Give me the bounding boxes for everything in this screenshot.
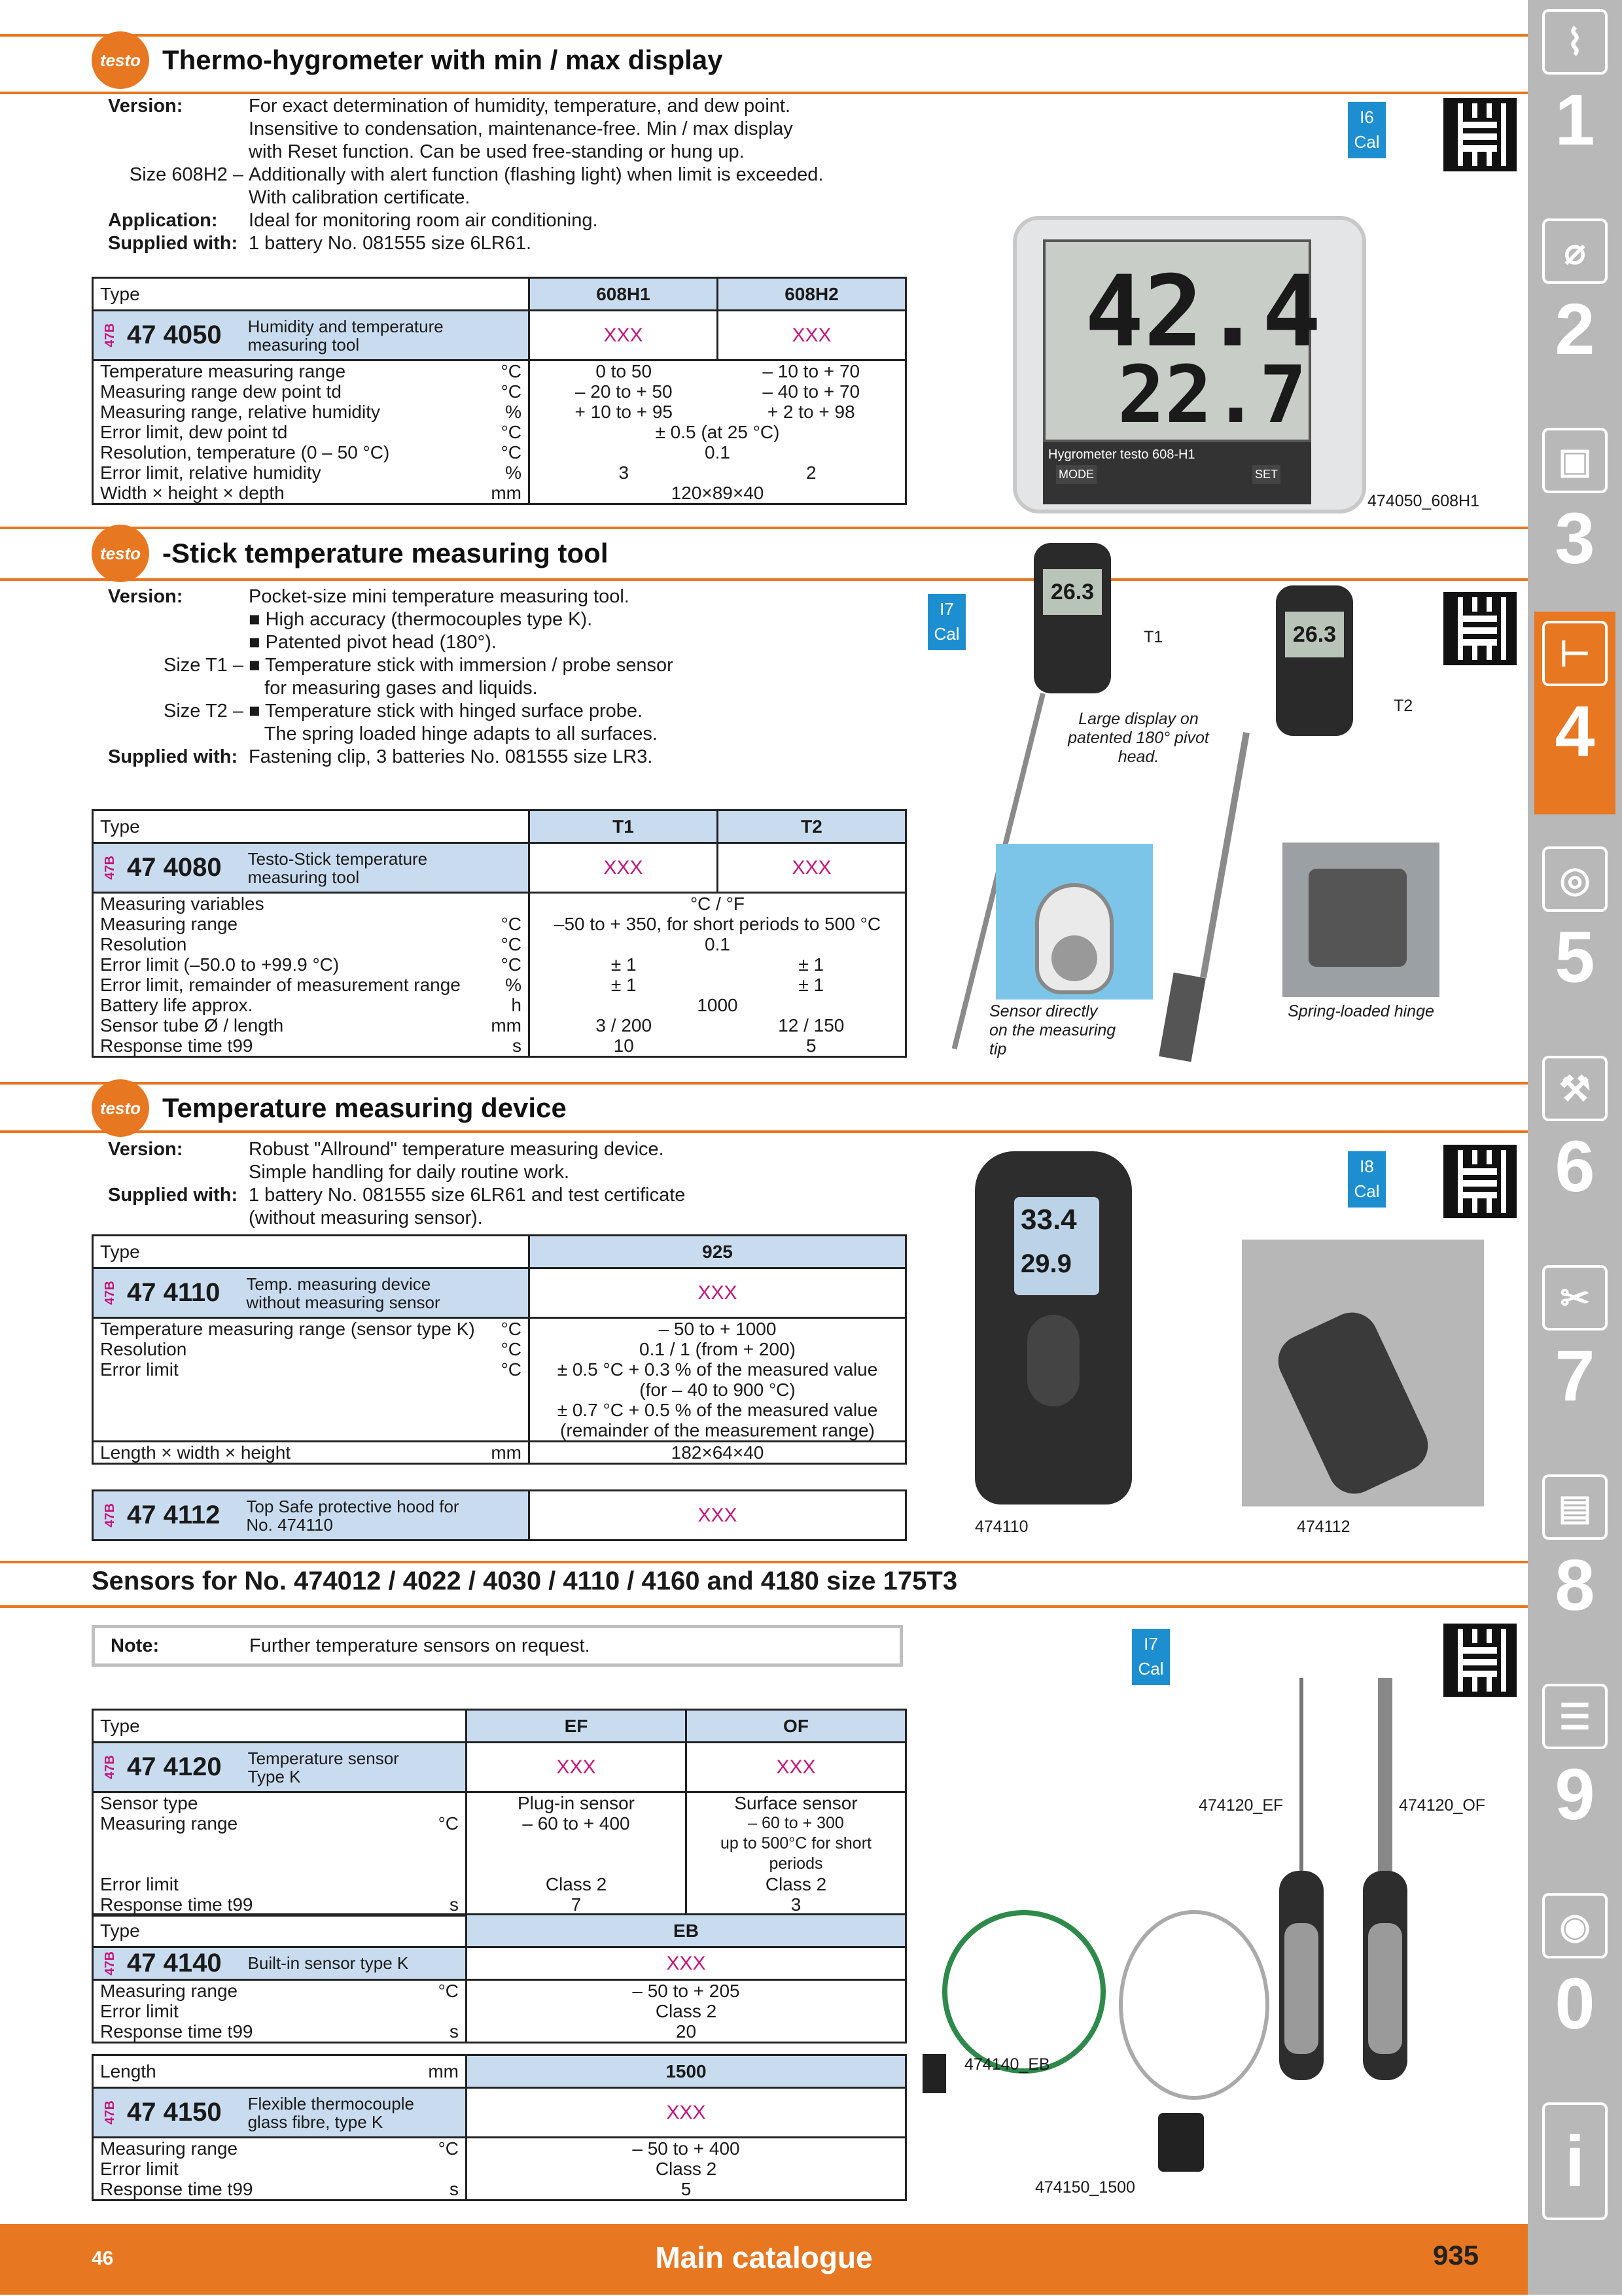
- image-caption: 474112: [1297, 1518, 1350, 1536]
- table-cell: 1000: [529, 995, 906, 1015]
- protective-hood-image: [1242, 1240, 1484, 1506]
- article-cell: 47B 47 4110 Temp. measuring device without measuring sensor: [93, 1268, 529, 1318]
- section-rule: [0, 92, 1528, 94]
- hinge-image: [1282, 843, 1439, 997]
- table-cell: Measuring variables: [100, 894, 264, 914]
- stick-t1-image: 26.3: [1034, 543, 1111, 693]
- table-cell: 1500: [467, 2055, 906, 2088]
- table-cell: Sensor type: [100, 1793, 198, 1813]
- table-cell: Temperature measuring range: [100, 361, 346, 381]
- blade-icon: ⌀: [1542, 218, 1608, 284]
- image-caption: Sensor directly on the measuring tip: [989, 1002, 1116, 1058]
- table-cell: – 10 to + 70: [762, 361, 860, 381]
- chapter-tab-1[interactable]: ⌇ 1: [1534, 0, 1615, 203]
- image-caption: Large display on patented 180° pivot head.: [1068, 710, 1209, 766]
- table-cell: 0.1: [529, 442, 906, 462]
- table-cell: Type: [93, 278, 529, 311]
- caliper-icon: ⊢: [1542, 621, 1608, 686]
- table-cell: Error limit: [100, 1874, 179, 1894]
- table-cell: + 2 to + 98: [767, 402, 855, 422]
- table-cell: °C: [501, 1359, 521, 1380]
- qr-code: [1443, 98, 1517, 171]
- probe-ef: [1299, 1678, 1303, 1874]
- table-cell: Type: [93, 1710, 467, 1743]
- table-cell: Class 2: [467, 2001, 906, 2021]
- page-number-right: 935: [1433, 2240, 1479, 2270]
- qr-code: [1443, 1624, 1517, 1697]
- chapter-tab-9[interactable]: ☰ 9: [1534, 1675, 1615, 1877]
- article-cell: 47B 47 4140 Built-in sensor type K: [93, 1947, 467, 1980]
- glass-fibre-cable: [1119, 1910, 1269, 2100]
- table-cell: Response time t99: [100, 2021, 253, 2042]
- chapter-tab-7[interactable]: ✂ 7: [1534, 1256, 1615, 1459]
- table-cell: Class 2: [467, 2159, 906, 2179]
- price-cell: XXX: [529, 1491, 906, 1540]
- table-cell: – 40 to + 70: [762, 381, 860, 402]
- image-caption: 474140_EB: [964, 2055, 1050, 2074]
- table-cell: Resolution, temperature (0 – 50 °C): [100, 442, 390, 462]
- article-cell: 47B 47 4080 Testo-Stick temperature measuring tool: [93, 843, 529, 893]
- table-cell: 925: [529, 1236, 906, 1268]
- table-cell: 608H1: [529, 278, 718, 311]
- price-cell: XXX: [718, 843, 906, 893]
- table-cell: 7: [467, 1894, 686, 1916]
- table-cell: °C: [501, 934, 521, 954]
- article-cell: 47B 47 4150 Flexible thermocouple glass fibre, type K: [93, 2088, 467, 2138]
- table-cell: °C: [501, 361, 521, 381]
- table-cell: ± 0.5 °C + 0.3 % of the measured value (for – 40 to 900 °C) ± 0.7 °C + 0.5 % of the measured value (remainder of the measurement range): [529, 1359, 906, 1442]
- table-cell: + 10 to + 95: [529, 402, 718, 422]
- product-description: Version: For exact determination of humidity, temperature, and dew point. Insensitive to condensation, maintenance-free. Min / max display with Reset function. Can be used free-standing or hung up. Size 608H2 – Additionally with alert function (flashing light) when limit is exceeded. With calibration certificate. Application: Ideal for monitoring room air conditioning. Supplied with: 1 battery No. 081555 size 6LR61.: [108, 96, 824, 254]
- section-title: Sensors for No. 474012 / 4022 / 4030 / 4110 / 4160 and 4180 size 175T3: [92, 1567, 958, 1595]
- table-cell: 0.1: [529, 934, 906, 954]
- article-cell: 47B 47 4112 Top Safe protective hood for No. 474110: [93, 1491, 529, 1540]
- qr-code: [1443, 592, 1517, 665]
- section-header: [92, 31, 723, 89]
- chapter-tab-2[interactable]: ⌀ 2: [1534, 209, 1615, 412]
- table-cell: – 50 to + 205: [467, 1980, 906, 2002]
- table-cell: Error limit (–50.0 to +99.9 °C): [100, 954, 340, 975]
- section-header: [92, 1079, 567, 1137]
- table-cell: 12 / 150: [778, 1015, 845, 1035]
- table-cell: mm: [421, 2055, 466, 2088]
- table-cell: Measuring range: [100, 914, 238, 934]
- table-cell: Sensor tube Ø / length: [100, 1015, 284, 1035]
- table-cell: – 50 to + 1000: [529, 1318, 906, 1340]
- table-cell: ± 1: [529, 954, 718, 975]
- spec-table: [92, 1489, 907, 1541]
- note-box: Note: Further temperature sensors on request.: [92, 1625, 903, 1667]
- chapter-tab-3[interactable]: ▣ 3: [1534, 419, 1615, 621]
- table-cell: Measuring range: [100, 1813, 238, 1834]
- table-cell: 0 to 50: [529, 360, 718, 382]
- image-caption: 474110: [975, 1518, 1029, 1536]
- table-cell: Class 2: [686, 1874, 906, 1894]
- table-cell: Length: [93, 2055, 422, 2088]
- drill-icon: ⌇: [1542, 9, 1608, 75]
- info-icon: i: [1542, 2102, 1608, 2220]
- chapter-tab-info[interactable]: [1534, 2093, 1615, 2296]
- price-cell: XXX: [467, 2088, 906, 2138]
- table-cell: °C: [501, 422, 521, 442]
- chuck-icon: ▣: [1542, 428, 1608, 493]
- table-cell: Length × width × height: [100, 1442, 291, 1463]
- table-cell: Resolution: [100, 1339, 187, 1359]
- table-cell: 5: [467, 2179, 906, 2200]
- table-cell: %: [505, 462, 521, 483]
- table-cell: °C: [501, 381, 521, 402]
- article-cell: 47B 47 4120 Temperature sensor Type K: [93, 1743, 467, 1792]
- table-cell: °C: [438, 1813, 459, 1834]
- table-cell: Plug-in sensor: [467, 1792, 686, 1814]
- safety-goggles-icon: ◉: [1542, 1893, 1608, 1958]
- section-rule: [0, 1605, 1528, 1608]
- table-cell: Error limit, dew point td: [100, 422, 288, 442]
- table-cell: %: [505, 402, 521, 422]
- table-cell: °C: [501, 1339, 521, 1359]
- table-cell: 0.1 / 1 (from + 200): [529, 1339, 906, 1359]
- spec-table: [92, 1913, 907, 2044]
- table-cell: 182×64×40: [529, 1442, 906, 1464]
- table-cell: Width × height × depth: [100, 483, 285, 503]
- table-cell: Surface sensor: [686, 1792, 906, 1814]
- stick-t2-image: 26.3: [1276, 585, 1353, 736]
- table-cell: – 60 to + 400: [467, 1813, 686, 1874]
- page-number-left: 46: [92, 2248, 114, 2269]
- table-cell: Response time t99: [100, 2179, 253, 2199]
- table-cell: Error limit, remainder of measurement range: [100, 975, 461, 995]
- table-cell: Measuring range, relative humidity: [100, 402, 380, 422]
- table-cell: s: [450, 2021, 459, 2042]
- calibration-badge: I7 Cal: [1132, 1629, 1170, 1685]
- table-cell: OF: [686, 1710, 906, 1743]
- saw-icon: ◎: [1542, 846, 1608, 912]
- table-cell: Response time t99: [100, 1035, 253, 1056]
- price-cell: XXX: [686, 1743, 906, 1792]
- table-cell: Type: [93, 1236, 529, 1268]
- table-cell: s: [450, 2179, 459, 2199]
- probe-tube: [1200, 732, 1250, 978]
- image-caption: 474120_EF: [1199, 1796, 1284, 1815]
- chapter-tab-6[interactable]: ⚒ 6: [1534, 1047, 1615, 1249]
- table-cell: °C: [438, 2138, 459, 2159]
- table-cell: 20: [467, 2021, 906, 2043]
- table-cell: Type: [93, 810, 529, 843]
- table-cell: T1: [529, 810, 718, 843]
- product-description: Version: Pocket-size mini temperature measuring tool. ■ High accuracy (thermocouples type K). ■ Patented pivot head (180°). Size T1 – ■ Temperature stick with immersion / probe sensor for measuring gases and liquids. Size T2 – ■ Temperature stick with hinged surface probe. The spring loaded hinge adapts to all surfaces. Supplied with: Fastening clip, 3 batteries No. 081555 size LR3.: [108, 586, 673, 767]
- image-caption: 474050_608H1: [1367, 492, 1479, 510]
- price-cell: XXX: [467, 1743, 686, 1792]
- table-cell: °C: [501, 954, 521, 975]
- table-cell: mm: [491, 483, 521, 503]
- table-cell: ± 0.5 (at 25 °C): [529, 422, 906, 442]
- section-title: Thermo-hygrometer with min / max display: [162, 44, 723, 75]
- table-cell: 3: [686, 1894, 906, 1916]
- footer-title: Main catalogue: [655, 2240, 873, 2274]
- chapter-tab-0[interactable]: ◉ 0: [1534, 1884, 1615, 2087]
- spec-table: [92, 277, 907, 505]
- table-cell: 3: [529, 462, 718, 483]
- testo-logo: testo: [92, 525, 149, 582]
- table-cell: 608H2: [718, 278, 906, 311]
- article-cell: 47B 47 4050 Humidity and temperature measuring tool: [93, 311, 529, 360]
- green-cable: [942, 1910, 1106, 2074]
- plug: [923, 2054, 946, 2093]
- table-cell: ± 1: [798, 975, 824, 995]
- price-cell: XXX: [529, 843, 718, 893]
- table-cell: Type: [93, 1915, 467, 1947]
- wrench-icon: ⚒: [1542, 1056, 1608, 1121]
- price-cell: XXX: [467, 1947, 906, 1980]
- table-cell: Measuring range: [100, 2138, 238, 2159]
- table-cell: [432, 2001, 467, 2021]
- table-cell: [432, 1792, 467, 1814]
- page-footer: [0, 2224, 1528, 2295]
- table-cell: Resolution: [100, 934, 187, 954]
- image-caption: Spring-loaded hinge: [1288, 1002, 1434, 1020]
- table-cell: EB: [467, 1915, 906, 1947]
- table-cell: Error limit, relative humidity: [100, 462, 321, 483]
- chapter-tab-4[interactable]: ⊢ 4: [1534, 612, 1615, 814]
- table-cell: °C: [438, 1981, 459, 2001]
- table-cell: 10: [529, 1035, 718, 1057]
- table-cell: Class 2: [467, 1874, 686, 1894]
- tool-case-icon: ▤: [1542, 1474, 1608, 1540]
- qr-code: [1443, 1145, 1517, 1218]
- handle-ef: [1279, 1871, 1324, 2080]
- product-description: Version: Robust "Allround" temperature measuring device. Simple handling for daily routine work. Supplied with: 1 battery No. 081555 size 6LR61 and test certificate (without measuring sensor).: [108, 1139, 686, 1228]
- table-cell: °C: [501, 1319, 521, 1339]
- table-cell: – 50 to + 400: [467, 2138, 906, 2159]
- table-cell: 2: [805, 462, 817, 483]
- table-cell: [432, 1874, 467, 1894]
- table-cell: [421, 2159, 466, 2179]
- table-cell: 120×89×40: [529, 483, 906, 504]
- plug: [1158, 2113, 1204, 2172]
- price-cell: XXX: [529, 1268, 906, 1318]
- hygrometer-image: 42.4 22.7 Hygrometer testo 608-H1 MODE SET: [1013, 216, 1366, 513]
- pliers-icon: ✂: [1542, 1265, 1608, 1331]
- section-title: Temperature measuring device: [162, 1092, 567, 1123]
- chapter-tab-8[interactable]: ▤ 8: [1534, 1465, 1615, 1668]
- section-header: [92, 525, 608, 582]
- probe-of: [1378, 1678, 1392, 1874]
- table-cell: [484, 893, 529, 914]
- table-cell: Error limit: [100, 2001, 179, 2021]
- table-cell: Temperature measuring range (sensor type K): [100, 1319, 475, 1339]
- table-cell: Response time t99: [100, 1894, 253, 1915]
- spec-table: [92, 1234, 907, 1465]
- table-cell: –50 to + 350, for short periods to 500 °C: [529, 914, 906, 934]
- table-cell: °C: [501, 442, 521, 462]
- table-cell: s: [450, 1894, 459, 1915]
- section-rule: [0, 1561, 1528, 1563]
- table-cell: Error limit: [100, 2159, 179, 2179]
- spec-table: [92, 2054, 907, 2201]
- table-cell: Measuring range: [100, 1981, 238, 2001]
- table-cell: Battery life approx.: [100, 995, 253, 1015]
- section-rule: [0, 578, 1528, 581]
- testo-logo: testo: [92, 31, 149, 89]
- table-cell: ± 1: [798, 954, 824, 975]
- table-cell: mm: [491, 1442, 521, 1463]
- table-cell: °C: [501, 914, 521, 934]
- table-cell: – 60 to + 300 up to 500°C for short periods: [686, 1813, 906, 1874]
- table-cell: mm: [491, 1015, 521, 1035]
- cabinet-icon: ☰: [1542, 1684, 1608, 1749]
- section-title: -Stick temperature measuring tool: [162, 538, 608, 568]
- price-cell: XXX: [718, 311, 906, 360]
- table-cell: s: [512, 1035, 521, 1056]
- table-cell: °C / °F: [529, 893, 906, 914]
- hinge-probe: [1159, 973, 1206, 1062]
- handle-of: [1363, 1871, 1407, 2080]
- table-cell: h: [511, 995, 521, 1015]
- spec-table: [92, 809, 907, 1058]
- price-cell: XXX: [529, 311, 718, 360]
- table-cell: – 20 to + 50: [529, 381, 718, 402]
- table-cell: T2: [718, 810, 906, 843]
- device-925-image: 33.4 29.9: [975, 1151, 1132, 1505]
- table-cell: 3 / 200: [529, 1015, 718, 1035]
- image-caption: 474120_OF: [1399, 1796, 1486, 1815]
- image-caption: 474150_1500: [1035, 2178, 1135, 2197]
- table-cell: Measuring range dew point td: [100, 381, 342, 402]
- table-cell: 5: [805, 1035, 817, 1056]
- table-cell: %: [505, 975, 521, 995]
- spec-table: [92, 1709, 907, 1917]
- calibration-badge: I6 Cal: [1348, 102, 1386, 158]
- table-cell: EF: [467, 1710, 686, 1743]
- table-cell: ± 1: [529, 975, 718, 995]
- section-rule: [0, 1130, 1528, 1133]
- calibration-badge: I7 Cal: [928, 594, 966, 650]
- tip-image: [996, 844, 1153, 1000]
- chapter-tab-5[interactable]: ◎ 5: [1534, 837, 1615, 1040]
- table-cell: Error limit: [100, 1359, 179, 1380]
- calibration-badge: I8 Cal: [1348, 1151, 1386, 1208]
- testo-logo: testo: [92, 1079, 149, 1137]
